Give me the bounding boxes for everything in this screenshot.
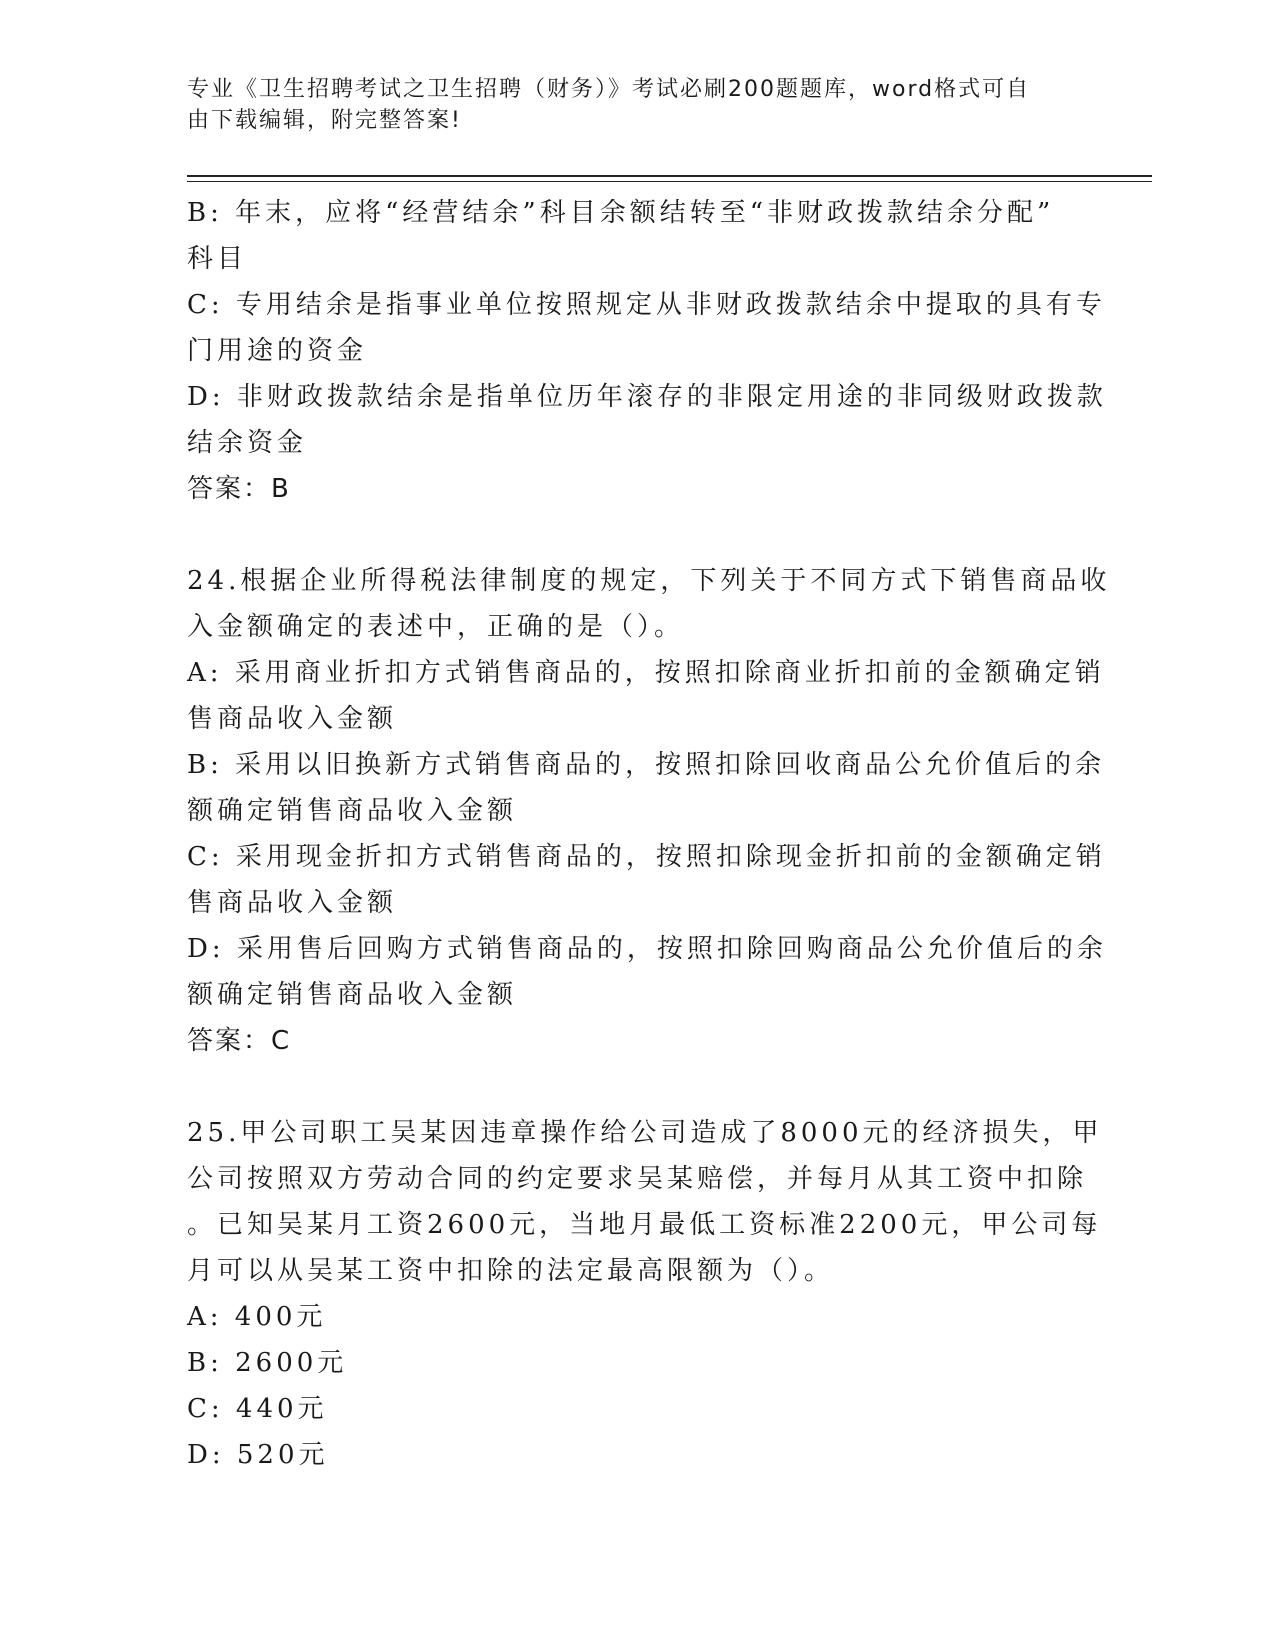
option-b-line-2: 科目 [187,244,248,274]
spacer [187,512,1077,558]
spacer [187,1064,1077,1110]
option-b: B: 2600元 [187,1348,348,1378]
question-24 [187,558,1111,1064]
answer-label: 答案：B [187,474,291,504]
option-c-line-2: 售商品收入金额 [187,888,398,918]
option-c-line-2: 门用途的资金 [187,336,368,366]
header-divider-thin [187,181,1152,182]
option-d-line-1: D: 非财政拨款结余是指单位历年滚存的非限定用途的非同级财政拨款 [187,382,1107,412]
header-divider-thick [187,175,1152,177]
option-d-line-2: 结余资金 [187,428,308,458]
option-c: C: 440元 [187,1394,328,1424]
question-stem-line-4: 月可以从吴某工资中扣除的法定最高限额为（）。 [187,1256,835,1286]
option-a-line-2: 售商品收入金额 [187,704,398,734]
header-line-2: 由下载编辑，附完整答案! [187,108,462,133]
option-b-line-1: B: 年末，应将“经营结余”科目余额结转至“非财政拨款结余分配” [187,198,1055,228]
option-b-line-2: 额确定销售商品收入金额 [187,796,518,826]
option-a: A: 400元 [187,1302,327,1332]
question-stem-line-3: 。已知吴某月工资2600元，当地月最低工资标准2200元，甲公司每 [187,1210,1102,1240]
header-line-1: 专业《卫生招聘考试之卫生招聘（财务）》考试必刷200题题库，word格式可自 [187,77,1031,102]
answer-label: 答案：C [187,1026,292,1056]
option-d: D: 520元 [187,1440,329,1470]
question-stem-line-2: 入金额确定的表述中，正确的是（）。 [187,612,685,642]
option-d-line-1: D: 采用售后回购方式销售商品的，按照扣除回购商品公允价值后的余 [187,934,1107,964]
option-a-line-1: A: 采用商业折扣方式销售商品的，按照扣除商业折扣前的金额确定销 [187,658,1105,688]
question-stem-line-1: 24.根据企业所得税法律制度的规定，下列关于不同方式下销售商品收 [187,566,1111,596]
question-25 [187,1110,1103,1478]
option-b-line-1: B: 采用以旧换新方式销售商品的，按照扣除回收商品公允价值后的余 [187,750,1106,780]
document-header [187,74,1067,136]
option-d-line-2: 额确定销售商品收入金额 [187,980,518,1010]
question-stem-line-1: 25.甲公司职工吴某因违章操作给公司造成了8000元的经济损失，甲 [187,1118,1103,1148]
document-body [187,190,1111,1478]
option-c-line-1: C: 专用结余是指事业单位按照规定从非财政拨款结余中提取的具有专 [187,290,1106,320]
question-stem-line-2: 公司按照双方劳动合同的约定要求吴某赔偿，并每月从其工资中扣除 [187,1164,1088,1194]
question-23-tail [187,190,1107,512]
option-c-line-1: C: 采用现金折扣方式销售商品的，按照扣除现金折扣前的金额确定销 [187,842,1106,872]
